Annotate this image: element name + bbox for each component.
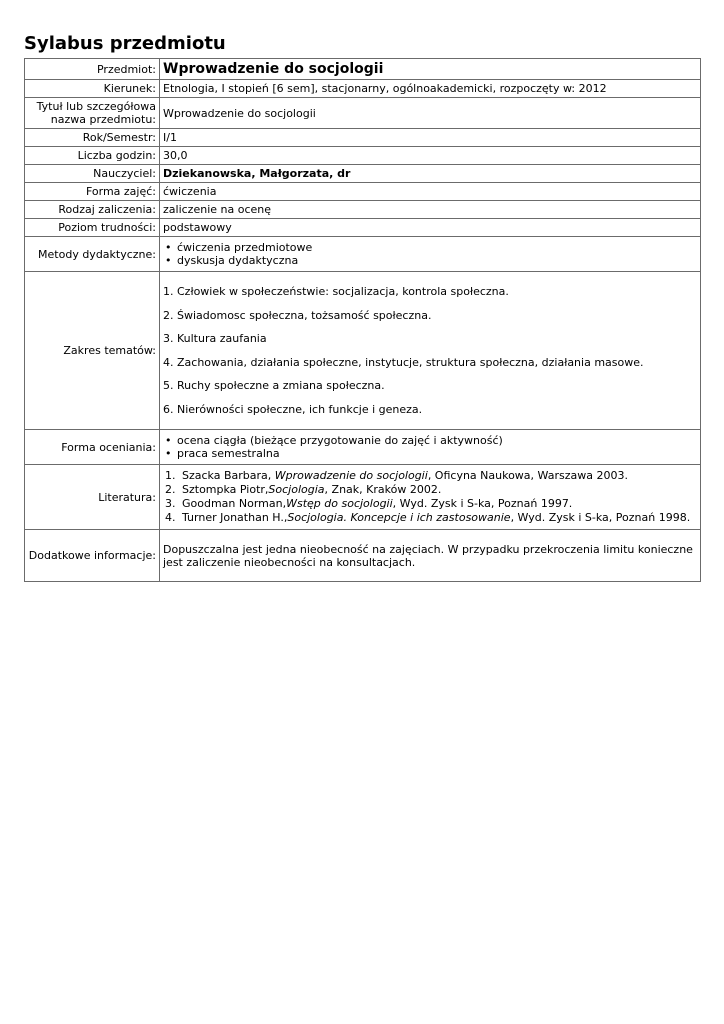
topic-item: 5. Ruchy społeczne a zmiana społeczna. — [163, 379, 385, 393]
hours-label: Liczba godzin: — [25, 147, 160, 165]
difficulty-row — [25, 219, 701, 237]
teacher-value: Dziekanowska, Małgorzata, dr — [160, 165, 701, 183]
subject-row — [25, 59, 701, 80]
literature-author: Goodman Norman, — [182, 497, 287, 510]
credit-type-value: zaliczenie na ocenę — [160, 201, 701, 219]
program-row — [25, 80, 701, 98]
literature-item — [165, 483, 697, 497]
detailed-title-label: Tytuł lub szczegółowa nazwa przedmiotu: — [25, 98, 160, 129]
topics-row — [25, 272, 701, 430]
class-form-label: Forma zajęć: — [25, 183, 160, 201]
literature-title: Socjologia — [268, 483, 325, 496]
methods-list — [163, 241, 697, 267]
methods-value — [160, 237, 701, 272]
subject-label: Przedmiot: — [25, 59, 160, 80]
grading-list — [163, 434, 697, 460]
literature-title: Socjologia. Koncepcje i ich zastosowanie — [287, 511, 511, 524]
grading-row — [25, 430, 701, 465]
literature-publisher: , Oficyna Naukowa, Warszawa 2003. — [427, 469, 628, 482]
page-title: Sylabus przedmiotu — [24, 33, 226, 54]
literature-row — [25, 465, 701, 530]
detailed-title-value: Wprowadzenie do socjologii — [160, 98, 701, 129]
topic-item: 6. Nierówności społeczne, ich funkcje i geneza. — [163, 402, 423, 416]
literature-publisher: , Wyd. Zysk i S-ka, Poznań 1997. — [392, 497, 573, 510]
literature-label: Literatura: — [25, 465, 160, 530]
difficulty-value: podstawowy — [160, 219, 701, 237]
hours-row — [25, 147, 701, 165]
literature-item — [165, 497, 697, 511]
literature-publisher: , Znak, Kraków 2002. — [324, 483, 442, 496]
literature-number: 2. — [165, 483, 176, 496]
literature-number: 1. — [165, 469, 176, 482]
credit-type-row — [25, 201, 701, 219]
teacher-row — [25, 165, 701, 183]
syllabus-table — [24, 58, 701, 582]
year-semester-label: Rok/Semestr: — [25, 129, 160, 147]
literature-item — [165, 469, 697, 483]
additional-info-label: Dodatkowe informacje: — [25, 530, 160, 582]
topic-item: 2. Świadomosc społeczna, tożsamość społeczna. — [163, 308, 432, 322]
literature-author: Sztompka Piotr, — [182, 483, 269, 496]
additional-info-value: Dopuszczalna jest jedna nieobecność na zajęciach. W przypadku przekroczenia limitu konieczne jest zaliczenie nieobecności na konsultacjach. — [160, 530, 701, 582]
difficulty-label: Poziom trudności: — [25, 219, 160, 237]
grading-label: Forma oceniania: — [25, 430, 160, 465]
literature-publisher: , Wyd. Zysk i S-ka, Poznań 1998. — [510, 511, 691, 524]
topic-item: 4. Zachowania, działania społeczne, instytucje, struktura społeczna, działania masowe. — [163, 355, 644, 369]
literature-title: Wprowadzenie do socjologii — [274, 469, 428, 482]
hours-value: 30,0 — [160, 147, 701, 165]
program-value: Etnologia, I stopień [6 sem], stacjonarny, ogólnoakademicki, rozpoczęty w: 2012 — [160, 80, 701, 98]
literature-number: 3. — [165, 497, 176, 510]
methods-row — [25, 237, 701, 272]
literature-item — [165, 511, 697, 525]
grading-value — [160, 430, 701, 465]
detailed-title-row — [25, 98, 701, 129]
topic-item: 3. Kultura zaufania — [163, 332, 267, 346]
subject-value: Wprowadzenie do socjologii — [160, 59, 701, 80]
literature-author: Turner Jonathan H., — [182, 511, 288, 524]
literature-number: 4. — [165, 511, 176, 524]
credit-type-label: Rodzaj zaliczenia: — [25, 201, 160, 219]
class-form-value: ćwiczenia — [160, 183, 701, 201]
list-item: • ćwiczenia przedmiotowe — [165, 241, 697, 254]
year-semester-value: I/1 — [160, 129, 701, 147]
topic-item: 1. Człowiek w społeczeństwie: socjalizacja, kontrola społeczna. — [163, 285, 509, 299]
literature-title: Wstęp do socjologii — [286, 497, 393, 510]
literature-value — [160, 465, 701, 530]
program-label: Kierunek: — [25, 80, 160, 98]
teacher-label: Nauczyciel: — [25, 165, 160, 183]
list-item: • ocena ciągła (bieżące przygotowanie do zajęć i aktywność) — [165, 434, 697, 447]
additional-info-row — [25, 530, 701, 582]
list-item: • dyskusja dydaktyczna — [165, 254, 697, 267]
literature-author: Szacka Barbara, — [182, 469, 275, 482]
class-form-row — [25, 183, 701, 201]
methods-label: Metody dydaktyczne: — [25, 237, 160, 272]
topics-value — [160, 272, 701, 430]
list-item: • praca semestralna — [165, 447, 697, 460]
topics-label: Zakres tematów: — [25, 272, 160, 430]
year-semester-row — [25, 129, 701, 147]
literature-list — [163, 469, 697, 525]
